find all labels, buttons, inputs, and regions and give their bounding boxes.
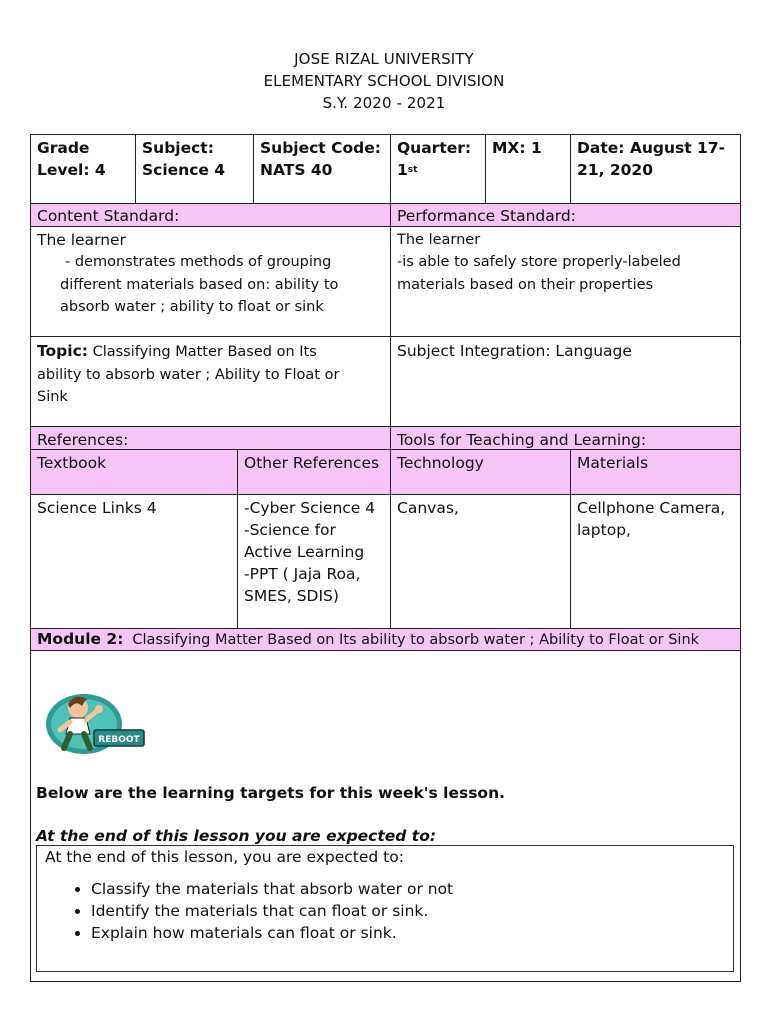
targets-box-intro: At the end of this lesson, you are expected to: — [45, 848, 404, 866]
date: Date: August 17-21, 2020 — [577, 139, 726, 179]
technology-value: Canvas, — [397, 499, 459, 517]
division-name: ELEMENTARY SCHOOL DIVISION — [263, 72, 505, 90]
textbook-value: Science Links 4 — [37, 499, 157, 517]
learning-targets-list — [45, 878, 725, 944]
content-standard-heading: Content Standard: — [37, 207, 180, 225]
technology-label: Technology — [397, 454, 484, 472]
topic-text: Classifying Matter Based on Its ability to absorb water ; Ability to Float or Sink — [37, 344, 340, 405]
university-name: JOSE RIZAL UNIVERSITY — [294, 50, 474, 68]
module-text: Classifying Matter Based on Its ability to absorb water ; Ability to Float or Sink — [132, 632, 700, 648]
other-reference-item: -Cyber Science 4 — [244, 499, 376, 517]
materials-value: Cellphone Camera, laptop, — [577, 499, 726, 539]
subject-code: Subject Code: NATS 40 — [260, 139, 381, 179]
content-standard-intro: The learner — [37, 231, 126, 249]
module-row — [31, 628, 740, 652]
mx: MX: 1 — [492, 139, 542, 157]
reboot-badge-text: REBOOT — [98, 735, 140, 745]
topic-label: Topic: — [37, 342, 88, 360]
learning-targets-intro: Below are the learning targets for this week's lesson. — [36, 784, 506, 802]
document-header — [0, 48, 768, 114]
grade-level: Grade Level: 4 — [37, 139, 106, 179]
tools-heading: Tools for Teaching and Learning: — [397, 431, 647, 449]
quarter — [391, 135, 485, 183]
learning-target-item: • Classify the materials that absorb water or not — [91, 878, 725, 900]
module-label: Module 2: — [37, 630, 124, 648]
learning-targets-box — [36, 845, 734, 972]
references-heading: References: — [37, 431, 129, 449]
learning-targets-subheading: At the end of this lesson you are expected to: — [36, 827, 437, 845]
boy-mascot-icon — [42, 688, 148, 756]
school-year: S.Y. 2020 - 2021 — [322, 94, 446, 112]
content-standard-text: - demonstrates methods of grouping different materials based on: ability to absorb water ; ability to float or sink — [60, 254, 339, 315]
quarter-value: 1 — [397, 161, 408, 179]
learning-target-item: • Identify the materials that can float or sink. — [91, 900, 725, 922]
other-references-label: Other References — [244, 454, 380, 472]
performance-standard-heading: Performance Standard: — [397, 207, 576, 225]
subject-integration: Subject Integration: Language — [397, 342, 632, 360]
textbook-label: Textbook — [37, 454, 107, 472]
other-references-list — [238, 495, 390, 609]
subject: Subject: Science 4 — [142, 139, 226, 179]
other-reference-item: -PPT ( Jaja Roa, SMES, SDIS) — [244, 565, 361, 605]
learning-target-item: • Explain how materials can float or sink. — [91, 922, 725, 944]
materials-label: Materials — [577, 454, 649, 472]
other-reference-item: -Science for Active Learning — [244, 521, 365, 561]
quarter-suffix: st — [407, 165, 418, 175]
performance-standard-text: -is able to safely store properly-labeled materials based on their properties — [397, 254, 681, 293]
quarter-label: Quarter: — [397, 139, 472, 157]
topic — [31, 338, 371, 411]
performance-standard-intro: The learner — [397, 232, 481, 248]
